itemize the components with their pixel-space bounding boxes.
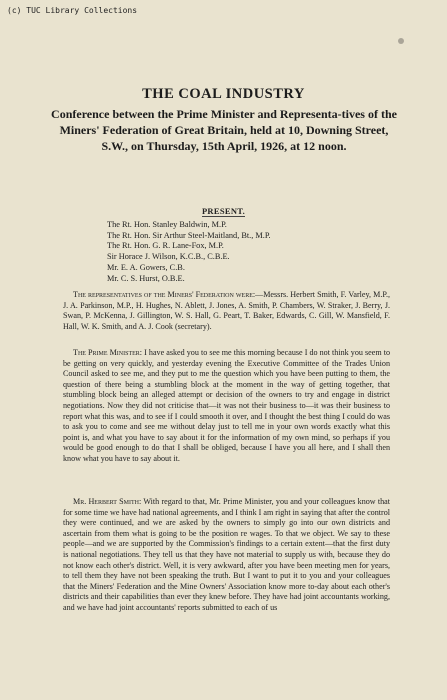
present-item: The Rt. Hon. Sir Arthur Steel-Maitland, Bt., M.P.	[107, 230, 271, 240]
copyright-watermark: (c) TUC Library Collections	[7, 6, 138, 15]
present-item: The Rt. Hon. G. R. Lane-Fox, M.P.	[107, 241, 224, 251]
prime-minister-text: : I have asked you to see me this morning because I do not think you seem to be getting on very quickly, and yesterday evening the Executive Committee of the Trades Union Council asked to see me, and they put to me the question which you have been putting to them, the question of there being a stumbling block at the moment in the way of getting together, that stumbling block being an alleged attempt or decision of the owners to try and engage in district negotiations. Now they did not criticise that—it was not their business to—it was their business to report what this was, and to see if I could smooth it over, and I thought the best thing I could do was to ask you to come and see me without delay just to tell me in your own words exactly what this point is, and what you have to say about it for the information of my own mind, so perhaps if you would be good enough to do that I shall be obliged, because I have you all here, and I shall then know what you have to say about it.	[63, 348, 390, 463]
present-item: The Rt. Hon. Stanley Baldwin, M.P.	[107, 220, 227, 229]
present-item: Mr. C. S. Hurst, O.B.E.	[107, 273, 185, 283]
herbert-smith-paragraph	[63, 497, 390, 614]
speaker-herbert-smith: Mr. Herbert Smith	[73, 497, 140, 506]
paper-blemish	[398, 38, 404, 44]
present-list	[107, 220, 387, 284]
document-subtitle: Conference between the Prime Minister and Representa-tives of the Miners' Federation of Great Britain, held at 10, Downing Street, S.W., on Thursday, 15th April, 1926, at 12 noon.	[51, 107, 397, 153]
present-heading	[0, 206, 447, 216]
prime-minister-paragraph	[63, 348, 390, 465]
present-item: Mr. E. A. Gowers, C.B.	[107, 262, 185, 272]
document-title: THE COAL INDUSTRY	[142, 86, 305, 102]
present-heading-text: PRESENT.	[201, 206, 246, 216]
representatives-lead: The representatives of the Miners' Federation were	[73, 290, 253, 299]
speaker-prime-minister: The Prime Minister	[73, 348, 140, 357]
herbert-smith-text: : With regard to that, Mr. Prime Minister, you and your colleagues know that for some time we have had national agreements, and I think I am right in saying that after the control they were continued, and we are asked by the owners to simply go into our own districts and ascertain from them what is going to be the position re wages. To that we object. We say to these people—and we are supported by the Commission's findings to a certain extent—that the first duty is national negotiations. They tell us that they have not material to supply us with, because they do not know each other's district. Well, it is very awkward, after you have been meeting men for years, to tell them they have not been speaking the truth. But I want to put it to you and your colleagues that the Miners' Federation and the Mine Owners' Association know more to-day about each other's districts and their capabilities than ever they knew before. They have had joint accountants working, and we have had joint accountants' reports submitted to each of us	[63, 497, 390, 612]
representatives-text: :—Messrs. Herbert Smith, F. Varley, M.P., J. A. Parkinson, M.P., H. Hughes, N. Ablett, J. Jones, A. Smith, P. Chambers, W. Straker, J. Berry, J. Swan, P. McKenna, J. Gillington, W. S. Hall, G. Peart, T. Baker, Edwards, C. Gill, W. Mansfield, F. Hall, W. K. Smith, and A. J. Cook (secretary).	[63, 290, 390, 331]
representatives-paragraph	[63, 290, 390, 332]
present-item: Sir Horace J. Wilson, K.C.B., C.B.E.	[107, 252, 230, 262]
